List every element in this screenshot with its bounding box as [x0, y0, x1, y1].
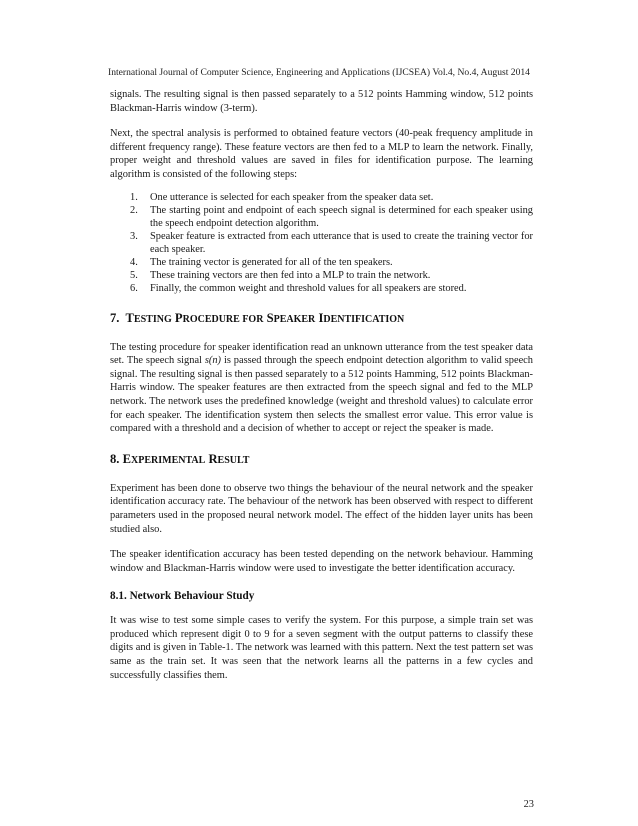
paragraph-spectral-analysis: Next, the spectral analysis is performed to obtained feature vectors (40-peak frequency amplitude in different frequency range). These feature vectors are then fed to a MLP to learn the network. Finally, proper weight and threshold values are saved in files for identification purpose. The learning algorithm is consisted of the following steps: [110, 128, 533, 180]
list-item [130, 204, 533, 230]
page-number: 23 [523, 799, 534, 810]
step-text: Finally, the common weight and threshold values for all speakers are stored. [150, 282, 467, 294]
learning-steps-list [110, 191, 533, 295]
step-number: 1. [130, 191, 138, 203]
step-number: 2. [130, 204, 138, 216]
step-number: 5. [130, 269, 138, 281]
section-number: 8. [110, 451, 120, 466]
section-8-1-heading: 8.1. Network Behaviour Study [110, 590, 255, 603]
paragraph-continued: signals. The resulting signal is then passed separately to a 512 points Hamming window, 512 points Blackman-Harris window (3-term). [110, 89, 533, 114]
list-item [130, 191, 533, 204]
paragraph-network-behaviour: It was wise to test some simple cases to verify the system. For this purpose, a simple train set was produced which represent digit 0 to 9 for a seven segment with the output patterns to classify these digits and is given in Table-1. The network was learned with this pattern. Next the test pattern set was same as the train set. It was seen that the network learns all the patterns in a few cycles and successfully classifies them. [110, 615, 533, 681]
step-number: 3. [130, 230, 138, 242]
section-7-heading: 7. TESTING PROCEDURE FOR SPEAKER IDENTIFICATION [110, 310, 405, 325]
step-text: Speaker feature is extracted from each utterance that is used to create the training vector for each speaker. [150, 230, 533, 255]
paragraph-testing-procedure: The testing procedure for speaker identification read an unknown utterance from the test speaker data set. The speech signal s(n) is passed through the speech endpoint detection algorithm to valid speech signal. The resulting signal is then passed separately to a 512 points Hamming, 512 points Blackman-Harris window. The speaker features are then extracted from the speech signal and fed to the MLP network. The network uses the predefined knowledge (weight and threshold values) to calculate error for each speaker. The identification system then selects the smallest error value. This error value is compared with a threshold and a decision of whether to accept or reject the speaker is made. [110, 341, 533, 435]
step-text: The training vector is generated for all of the ten speakers. [150, 256, 393, 268]
page-body [110, 88, 533, 682]
signal-symbol: s(n) [204, 355, 222, 367]
section-8-heading: 8. EXPERIMENTAL RESULT [110, 451, 250, 466]
step-text: One utterance is selected for each speaker from the speaker data set. [150, 191, 434, 203]
step-text: The starting point and endpoint of each speech signal is determined for each speaker using the speech endpoint detection algorithm. [150, 204, 533, 229]
step-text: These training vectors are then fed into a MLP to train the network. [150, 269, 431, 281]
list-item [130, 282, 533, 295]
section-number: 7. [110, 310, 120, 325]
list-item [130, 269, 533, 282]
step-number: 4. [130, 256, 138, 268]
list-item [130, 256, 533, 269]
step-number: 6. [130, 282, 138, 294]
paragraph-experiment: Experiment has been done to observe two things the behaviour of the neural network and the speaker identification accuracy rate. The behaviour of the network has been observed with respect to different parameters used in the proposed neural network model. The effect of the hidden layer units has been studied also. [110, 482, 533, 535]
list-item [130, 230, 533, 256]
paragraph-accuracy: The speaker identification accuracy has been tested depending on the network behaviour. Hamming window and Blackman-Harris window were used to investigate the better identification accuracy. [110, 549, 533, 574]
running-header: International Journal of Computer Science, Engineering and Applications (IJCSEA) Vol.4, No.4, August 2014 [108, 67, 530, 78]
